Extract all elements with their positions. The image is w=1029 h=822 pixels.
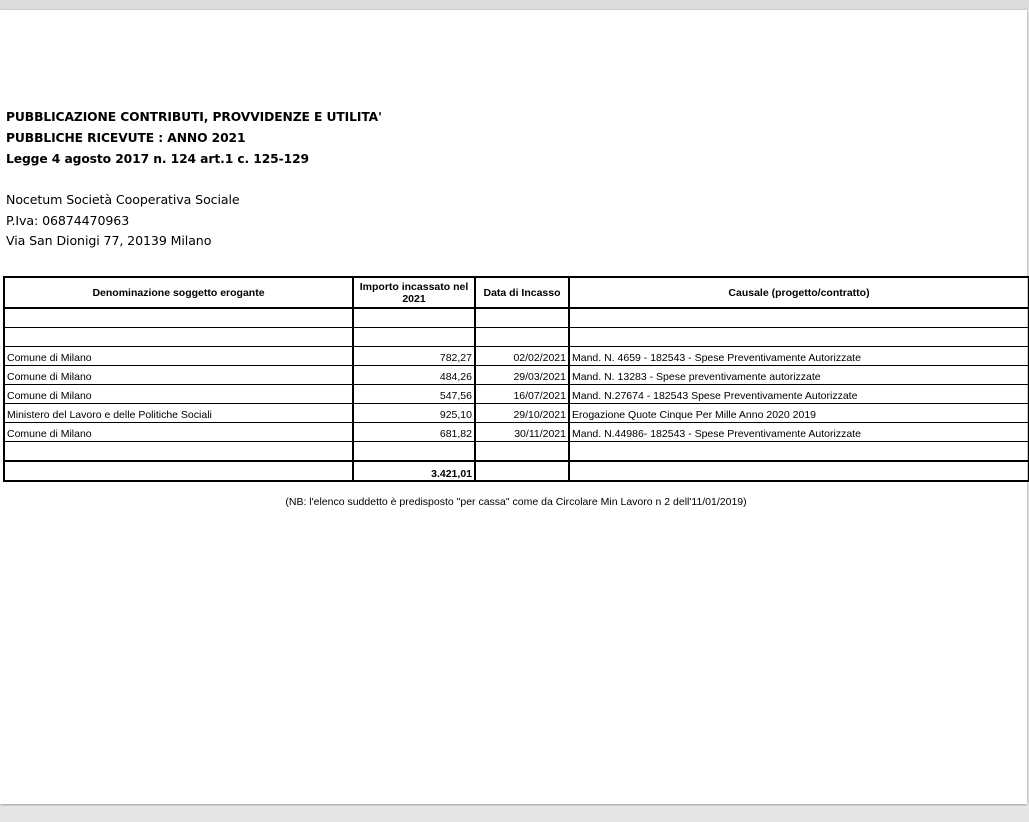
title-line-3: Legge 4 agosto 2017 n. 124 art.1 c. 125-129 <box>6 152 310 166</box>
cell-reason: Erogazione Quote Cinque Per Mille Anno 2020 2019 <box>569 404 1029 423</box>
cell-reason: Mand. N. 13283 - Spese preventivamente autorizzate <box>569 366 1029 385</box>
cell-amount: 484,26 <box>353 366 475 385</box>
empty-row <box>4 442 1029 462</box>
table-row <box>4 423 1029 442</box>
title-line-2: PUBBLICHE RICEVUTE : ANNO 2021 <box>6 131 246 145</box>
total-amount: 3.421,01 <box>353 461 475 481</box>
viewer-bottom-strip <box>0 806 1029 822</box>
cell-reason: Mand. N.27674 - 182543 Spese Preventivamente Autorizzate <box>569 385 1029 404</box>
cell-amount: 925,10 <box>353 404 475 423</box>
cell-date: 29/03/2021 <box>475 366 569 385</box>
viewer-top-strip <box>0 0 1029 10</box>
cell-amount: 681,82 <box>353 423 475 442</box>
cell-date: 02/02/2021 <box>475 347 569 366</box>
column-header-reason: Causale (progetto/contratto) <box>569 277 1029 308</box>
table-row <box>4 366 1029 385</box>
cell-amount: 547,56 <box>353 385 475 404</box>
organization-name: Nocetum Società Cooperativa Sociale <box>6 192 240 207</box>
table-header-row <box>4 277 1029 308</box>
total-row <box>4 461 1029 481</box>
title-line-1: PUBBLICAZIONE CONTRIBUTI, PROVVIDENZE E UTILITA' <box>6 110 382 124</box>
cell-entity: Comune di Milano <box>4 366 353 385</box>
table-row <box>4 404 1029 423</box>
cell-entity: Comune di Milano <box>4 385 353 404</box>
cell-amount: 782,27 <box>353 347 475 366</box>
cell-date: 29/10/2021 <box>475 404 569 423</box>
document-header <box>6 107 382 252</box>
cell-entity: Ministero del Lavoro e delle Politiche Sociali <box>4 404 353 423</box>
cell-date: 30/11/2021 <box>475 423 569 442</box>
grants-table <box>3 276 1029 482</box>
cell-entity: Comune di Milano <box>4 347 353 366</box>
cell-entity: Comune di Milano <box>4 423 353 442</box>
organization-address: Via San Dionigi 77, 20139 Milano <box>6 233 212 248</box>
column-header-date: Data di Incasso <box>475 277 569 308</box>
table-row <box>4 347 1029 366</box>
cell-reason: Mand. N. 4659 - 182543 - Spese Preventivamente Autorizzate <box>569 347 1029 366</box>
table-row <box>4 385 1029 404</box>
cell-reason: Mand. N.44986- 182543 - Spese Preventivamente Autorizzate <box>569 423 1029 442</box>
empty-row <box>4 308 1029 328</box>
cell-date: 16/07/2021 <box>475 385 569 404</box>
empty-row <box>4 328 1029 347</box>
column-header-amount: Importo incassato nel 2021 <box>353 277 475 308</box>
column-header-entity: Denominazione soggetto erogante <box>4 277 353 308</box>
document-page <box>0 10 1027 804</box>
vat-number: P.Iva: 06874470963 <box>6 212 130 228</box>
footnote: (NB: l'elenco suddetto è predisposto "per cassa" come da Circolare Min Lavoro n 2 dell'11/01/2019) <box>285 496 747 508</box>
